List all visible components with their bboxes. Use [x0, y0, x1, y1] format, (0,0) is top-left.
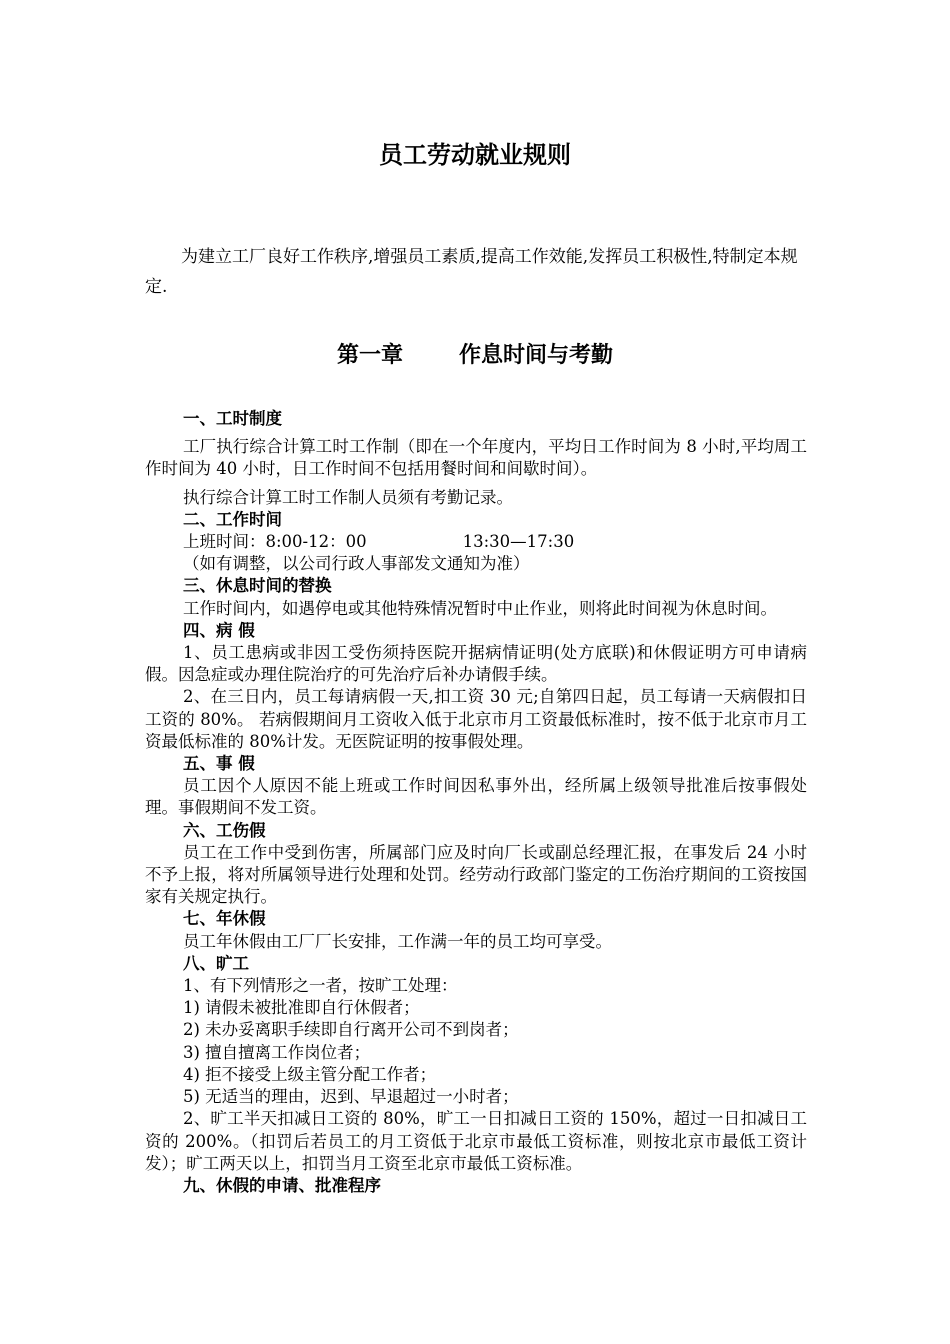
- intro-paragraph: [145, 242, 807, 302]
- section-paragraph: 员工因个人原因不能上班或工作时间因私事外出，经所属上级领导批准后按事假处理。事假期间不发工资。: [145, 776, 807, 818]
- section-paragraph: 员工年休假由工厂厂长安排，工作满一年的员工均可享受。: [183, 931, 612, 951]
- section-heading: 五、事 假: [183, 754, 255, 774]
- section-heading: 七、年休假: [183, 909, 266, 929]
- chapter-name: 作息时间与考勤: [459, 342, 614, 368]
- chapter-number: 第一章: [336, 342, 403, 368]
- document-title: 员工劳动就业规则: [379, 140, 571, 169]
- section-paragraph: 执行综合计算工时工作制人员须有考勤记录。: [183, 487, 513, 507]
- list-item: 1) 请假未被批准即自行休假者；: [183, 998, 420, 1018]
- section-heading: 一、工时制度: [183, 409, 282, 428]
- section-heading: 六、工伤假: [183, 820, 266, 840]
- section-heading: 八、旷工: [183, 953, 249, 973]
- list-item: 2) 未办妥离职手续即自行离开公司不到岗者；: [183, 1020, 519, 1040]
- section-paragraph: 1、有下列情形之一者，按旷工处理：: [183, 976, 458, 996]
- section-heading: 二、工作时间: [183, 509, 282, 529]
- section-paragraph: 工作时间内，如遇停电或其他特殊情况暂时中止作业，则将此时间视为休息时间。: [183, 598, 777, 618]
- section-paragraph: 1、员工患病或非因工受伤须持医院开据病情证明(处方底联)和休假证明方可申请病假。因急症或办理住院治疗的可先治疗后补办请假手续。: [145, 643, 807, 685]
- work-hours-note: （如有调整，以公司行政人事部发文通知为准）: [183, 554, 530, 574]
- work-hours-afternoon: 13:30—17:30: [462, 532, 575, 552]
- section-heading: 九、休假的申请、批准程序: [183, 1175, 381, 1195]
- section-heading: 四、病 假: [183, 620, 255, 640]
- list-item: 3) 擅自擅离工作岗位者；: [183, 1042, 371, 1062]
- section-heading: 三、休息时间的替换: [183, 576, 332, 596]
- section-paragraph: 2、在三日内，员工每请病假一天,扣工资 30 元;自第四日起，员工每请一天病假扣日工资的 80%。 若病假期间月工资收入低于北京市月工资最低标准时，按不低于北京市月工资最低标准的 80%计发。无医院证明的按事假处理。: [145, 687, 807, 751]
- section-paragraph: 工厂执行综合计算工时工作制（即在一个年度内，平均日工作时间为 8 小时,平均周工作时间为 40 小时，日工作时间不包括用餐时间和间歇时间）。: [145, 437, 807, 479]
- work-hours-line: [145, 531, 807, 553]
- chapter-body: [145, 408, 807, 1197]
- section-paragraph: 2、旷工半天扣减日工资的 80%，旷工一日扣减日工资的 150%，超过一日扣减日工资的 200%。（扣罚后若员工的月工资低于北京市最低工资标准，则按北京市最低工资计发）；旷工两天以上，扣罚当月工资至北京市最低工资标准。: [145, 1109, 807, 1173]
- work-hours-morning: 上班时间：8:00-12：00: [183, 532, 367, 552]
- chapter-heading: [0, 338, 950, 369]
- intro-text: 为建立工厂良好工作秩序,增强员工素质,提高工作效能,发挥员工积极性,特制定本规定.: [145, 247, 798, 297]
- list-item: 5) 无适当的理由，迟到、早退超过一小时者；: [183, 1087, 519, 1107]
- section-paragraph: 员工在工作中受到伤害，所属部门应及时向厂长或副总经理汇报，在事发后 24 小时不予上报，将对所属领导进行处理和处罚。经劳动行政部门鉴定的工伤治疗期间的工资按国家有关规定执行。: [145, 842, 807, 907]
- list-item: 4) 拒不接受上级主管分配工作者；: [183, 1064, 437, 1084]
